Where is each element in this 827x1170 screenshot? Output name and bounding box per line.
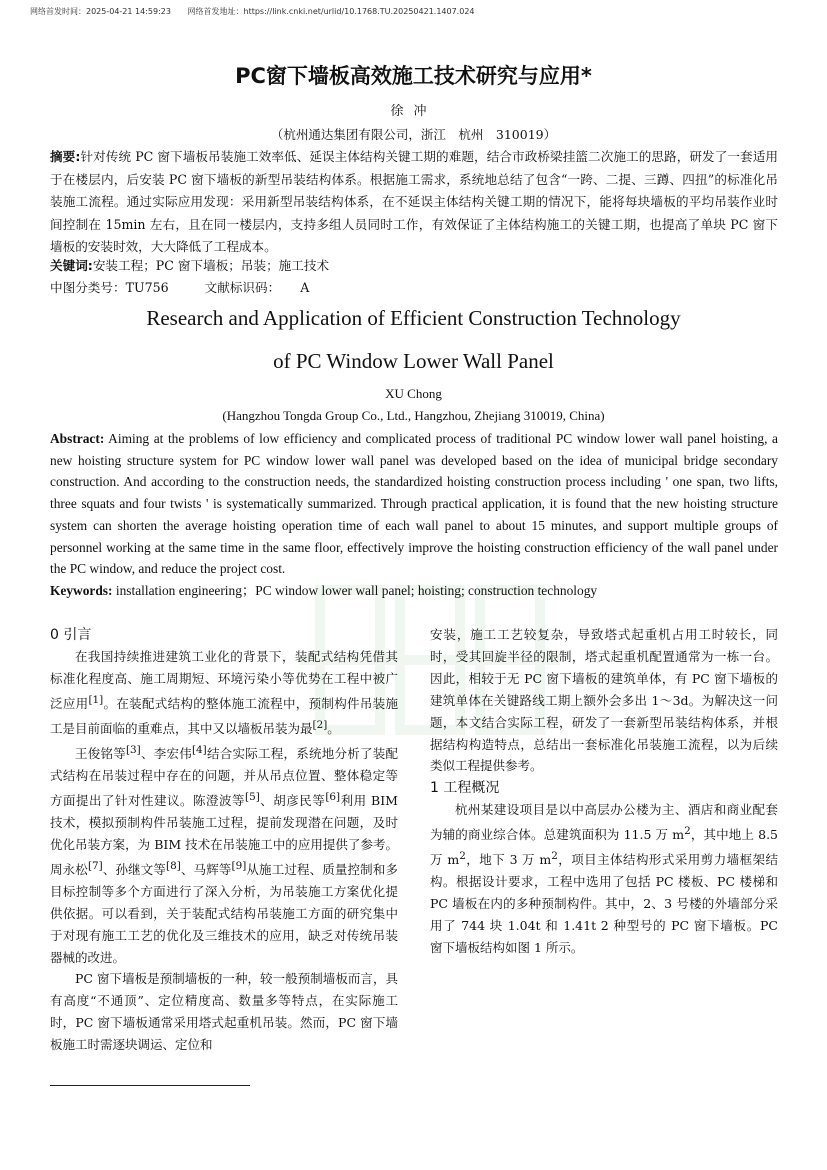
english-title-line1: Research and Application of Efficient Construction Technology [146, 306, 681, 330]
paper-title: PC窗下墙板高效施工技术研究与应用* [235, 64, 592, 88]
citation-8[interactable]: [8] [166, 859, 181, 872]
abstract-en [50, 428, 778, 580]
intro-p2-text-f: 、孙继文等 [102, 861, 167, 877]
keywords-cn-text: 安装工程；PC 窗下墙板；吊装；施工技术 [92, 258, 330, 273]
abstract-cn-text: 针对传统 PC 窗下墙板吊装施工效率低、延误主体结构关键工期的难题，结合市政桥梁挂篮二次施工的思路，研发了一套适用于在楼层内，后安装 PC 窗下墙板的新型吊装结构体系。根据施工需求，系统地总结了包含“一跨、二提、三蹲、四扭”的标准化吊装施工流程。通过实际应用发现：采用新型吊装结构体系，在不延误主体结构关键工期的情况下，能将每块墙板的平均吊装作业时间控制在 15min 左右，且在同一楼层内，支持多组人员同时工作，有效保证了主体结构施工的关键工期，也提高了单块 PC 窗下墙板的安装时效，大大降低了工程成本。 [50, 149, 778, 255]
citation-3[interactable]: [3] [126, 743, 141, 756]
superscript-2: 2 [459, 850, 466, 863]
english-affiliation: (Hangzhou Tongda Group Co., Ltd., Hangzhou, Zhejiang 310019, China) [222, 408, 605, 423]
intro-paragraph-2 [50, 740, 398, 969]
citation-9[interactable]: [9] [231, 859, 247, 872]
section-intro-heading: 0 引言 [50, 627, 92, 643]
citation-6[interactable]: [6] [325, 790, 341, 803]
overview-text-a: 杭州某建设项目是以中高层办公楼为主、酒店和商业配套为辅的商业综合体。总建筑面积为 11.5 万 m [430, 802, 778, 843]
abstract-en-text: Aiming at the problems of low efficiency and complicated process of traditional PC window lower wall panel hoisting, a new hoisting structure system for PC window lower wall panel was developed based on the idea of municipal bridge secondary construction. And according to the construction needs, the standardized hoisting construction process including ' one span, two lifts, three squats and four twists ' is systematically summarized. Through practical application, it is found that the new hoisting structure system can shorten the average hoisting operation time of each wall panel to about 15 minutes, and support multiple groups of personnel working at the same time in the same floor, effectively improve the hoisting construction efficiency of the wall panel under the PC window, and reduce the project cost. [50, 431, 779, 577]
overview-text-b: ，其中地上 8.5 万 m [430, 827, 779, 868]
intro-p2-text-d: 、胡彦民等 [259, 793, 326, 809]
english-title-line2: of PC Window Lower Wall Panel [273, 349, 554, 373]
online-publication-header [30, 6, 475, 17]
body-right-column [430, 624, 778, 959]
doc-code-label: 文献标识码： [204, 280, 281, 295]
author-name: 徐冲 [390, 104, 437, 119]
keywords-cn-label: 关键词: [50, 258, 93, 273]
section-overview-heading: 1 工程概况 [430, 780, 500, 797]
keywords-en-label: Keywords: [50, 583, 113, 598]
abstract-cn [50, 146, 778, 259]
intro-p2-text-e: 利用 BIM 技术，模拟预制构件吊装施工过程，提前发现潜在问题，及时优化吊装方案，为 BIM 技术在吊装施工中的应用提供了参考。周永松 [50, 793, 398, 877]
online-time: 网络首发时间：2025-04-21 14:59:23 [30, 7, 171, 16]
online-url[interactable]: 网络首发地址：https://link.cnki.net/urlid/10.1768.TU.20250421.1407.024 [187, 7, 475, 16]
overview-text-d: ，项目主体结构形式采用剪力墙框架结构。根据设计要求，工程中选用了包括 PC 楼板、PC 楼梯和 PC 墙板在内的多种预制构件。其中，2、3 号楼的外墙部分采用了 744 块 1.04t 和 1.41t 2 种型号的 PC 窗下墙板。PC 窗下墙板结构如图 1 所示。 [430, 852, 778, 956]
intro-p1-text-b: 。在装配式结构的整体施工流程中，预制构件吊装施工是目前面临的重难点，其中又以墙板吊装为最 [50, 695, 398, 737]
english-author: XU Chong [385, 386, 442, 401]
body-left-column [50, 624, 398, 1056]
abstract-cn-label: 摘要: [50, 149, 81, 164]
intro-p2-text-a: 王俊铭等 [75, 746, 126, 762]
doc-code-value: A [300, 280, 310, 295]
intro-p2-text-g: 、马辉等 [180, 861, 232, 877]
classification-line [50, 277, 778, 300]
intro-paragraph-1 [50, 646, 398, 740]
intro-p2-text-h: 从施工过程、质量控制和多目标控制等多个方面进行了深入分析，为吊装施工方案优化提供依据。可以看到，关于装配式结构吊装施工方面的研究集中于对现有施工工艺的优化及三维技术的应用，缺乏对传统吊装器械的改进。 [50, 861, 398, 965]
intro-p2-text-c: 结合实际工程，系统地分析了装配式结构在吊装过程中存在的问题，并从吊点位置、整体稳定等方面提出了针对性建议。陈澄波等 [50, 746, 398, 809]
citation-7[interactable]: [7] [87, 859, 103, 872]
citation-5[interactable]: [5] [245, 790, 260, 803]
citation-2[interactable]: [2] [312, 718, 328, 731]
footnote-divider [50, 1085, 250, 1086]
superscript-2: 2 [551, 850, 558, 863]
citation-1[interactable]: [1] [88, 693, 104, 706]
clc-label: 中图分类号： [50, 280, 126, 295]
intro-paragraph-3: PC 窗下墙板是预制墙板的一种，较一般预制墙板而言，具有高度“不通顶”、定位精度高、数量多等特点，在实际施工时，PC 窗下墙板通常采用塔式起重机吊装。然而，PC 窗下墙板施工时需逐块调运、定位和 [50, 971, 398, 1053]
keywords-en [50, 580, 778, 602]
overview-paragraph [430, 799, 778, 959]
intro-continuation: 安装，施工工艺较复杂，导致塔式起重机占用工时较长，同时，受其回旋半径的限制，塔式起重机配置通常为一栋一台。因此，相较于无 PC 窗下墙板的建筑单体，有 PC 窗下墙板的建筑单体在关键路线工期上额外会多出 1～3d。为解决这一问题，本文结合实际工程，研发了一套新型吊装结构体系，并根据结构构造特点，总结出一套标准化吊装施工流程，以为后续类似工程提供参考。 [430, 627, 778, 774]
abstract-en-label: Abstract: [50, 431, 105, 446]
keywords-en-text: installation engineering；PC window lower wall panel; hoisting; construction technology [115, 583, 598, 598]
affiliation: （杭州通达集团有限公司，浙江 杭州 310019） [270, 127, 557, 142]
intro-p2-text-b: 、李宏伟 [140, 746, 192, 762]
clc-value: TU756 [125, 280, 169, 295]
intro-p1-text-c: 。 [327, 721, 340, 737]
intro-p1-text-a: 在我国持续推进建筑工业化的背景下，装配式结构凭借其标准化程度高、施工周期短、环境污染小等优势在工程中被广泛应用 [50, 649, 398, 711]
superscript-2: 2 [684, 825, 691, 838]
overview-text-c: ，地下 3 万 m [465, 852, 552, 868]
citation-4[interactable]: [4] [192, 743, 207, 756]
keywords-cn [50, 255, 778, 278]
